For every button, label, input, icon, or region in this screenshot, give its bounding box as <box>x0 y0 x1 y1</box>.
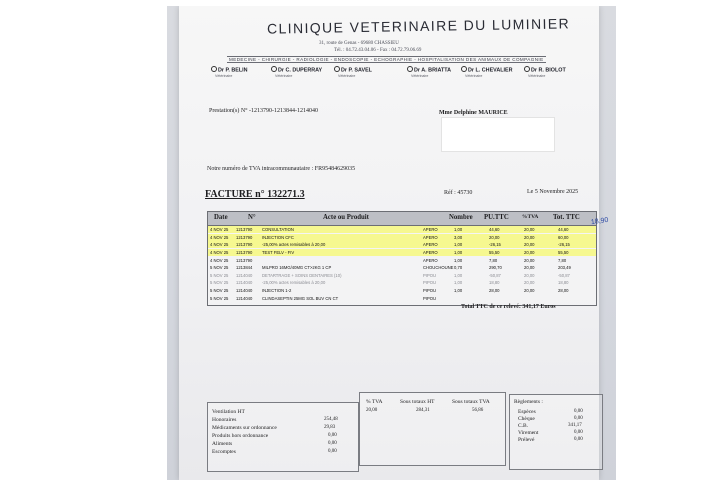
table-row <box>208 241 596 248</box>
cell-animal: APERO <box>423 234 438 240</box>
cell-tot: 203,49 <box>558 265 571 271</box>
cell-num: 1213790 <box>236 242 253 248</box>
vet-name: Dr A. BRIATTA <box>414 67 452 74</box>
vent-value-0: 254,48 <box>324 417 338 422</box>
invoice-ref: Réf : 45730 <box>444 190 473 196</box>
vet-title: Vétérinaire <box>275 73 293 78</box>
vet-4 <box>407 66 463 78</box>
cell-tva: 20,00 <box>524 272 535 278</box>
prestation-numbers: Prestation(s) N° -1213790-1213844-1214040 <box>209 108 319 114</box>
cell-tva: 20,00 <box>524 265 535 271</box>
invoice-sheet <box>179 6 609 480</box>
vet-title: Vétérinaire <box>465 73 483 78</box>
tva-number: Notre numéro de TVA intracommunautaire : FR95484629035 <box>207 166 356 172</box>
cell-acte: CLINDASEPTIN 25MG SOL BUV CN CT <box>262 295 339 301</box>
clinic-name: CLINIQUE VETERINAIRE DU LUMINIER <box>266 15 571 37</box>
cell-tva: 20,00 <box>524 287 535 293</box>
table-row <box>208 234 596 241</box>
cell-acte: -25,00% actes remisables à 20,00 <box>262 242 326 248</box>
vent-label-1: Médicaments sur ordonnance <box>212 425 277 431</box>
vet-2 <box>271 66 327 78</box>
invoice-title: FACTURE n° 132271.3 <box>205 189 305 200</box>
vet-name: Dr L. CHEVALIER <box>468 67 513 74</box>
cell-pu: -50,87 <box>489 272 501 278</box>
vent-label-2: Produits hors ordonnance <box>212 433 269 439</box>
table-row <box>208 272 596 279</box>
invoice-photo <box>167 6 616 480</box>
cell-nombre: 3,00 <box>454 234 463 240</box>
vet-title: Vétérinaire <box>338 73 356 78</box>
cell-num: 1213790 <box>236 234 253 240</box>
cell-tot: 28,00 <box>558 287 569 293</box>
header-total: Tot. TTC <box>553 214 580 221</box>
tva-summary-box <box>359 392 506 466</box>
tva-head-0: % TVA <box>366 399 383 405</box>
checkbox-icon <box>334 66 340 72</box>
cell-acte: -25,00% actes remisables à 20,00 <box>262 280 326 286</box>
ventilation-title: Ventilation HT <box>212 409 245 415</box>
cell-pu: 18,80 <box>489 280 500 286</box>
redacted-address <box>441 117 555 152</box>
cell-num: 1214040 <box>236 287 253 293</box>
cell-tot: 55,50 <box>558 249 569 255</box>
cell-tva: 20,00 <box>524 227 535 233</box>
checkbox-icon <box>461 66 467 72</box>
tva-head-2: Sous totaux TVA <box>452 399 490 405</box>
reg-value-3: 0,00 <box>574 430 583 435</box>
vet-title: Vétérinaire <box>411 73 429 78</box>
reg-value-4: 0,00 <box>574 437 583 442</box>
vet-3 <box>334 66 390 78</box>
cell-num: 1214040 <box>236 272 253 278</box>
cell-tva: 20,00 <box>524 257 535 263</box>
cell-acte: INJECTION 1-2 <box>262 287 292 293</box>
reg-label-1: Chèque <box>518 416 535 422</box>
tva-rate: 20,00 <box>366 408 378 413</box>
reg-value-2: 341,17 <box>568 423 582 428</box>
table-header <box>208 212 596 226</box>
cell-date: 4 NOV 25 <box>210 249 229 255</box>
vent-label-3: Aliments <box>212 441 233 447</box>
vet-title: Vétérinaire <box>528 73 546 78</box>
cell-nombre: 1,00 <box>454 287 463 293</box>
cell-animal: APERO <box>423 257 438 263</box>
checkbox-icon <box>211 66 217 72</box>
cell-tva: 20,00 <box>524 249 535 255</box>
reg-value-0: 0,00 <box>574 409 583 414</box>
cell-tot: 44,60 <box>558 227 569 233</box>
vet-name: Dr R. BIOLOT <box>531 67 566 74</box>
header-acte: Acte ou Produit <box>323 214 369 221</box>
vent-value-4: 0,00 <box>328 449 337 454</box>
cell-tot: 60,00 <box>558 234 569 240</box>
cell-animal: APERO <box>423 249 438 255</box>
cell-animal: APERO <box>423 227 438 233</box>
header-date: Date <box>214 214 228 221</box>
cell-acte: INJECTION CFC <box>262 234 294 240</box>
vet-name: Dr P. BELIN <box>218 67 248 74</box>
cell-num: 1214040 <box>236 280 253 286</box>
vet-title: Vétérinaire <box>215 73 233 78</box>
vet-5 <box>461 66 517 78</box>
table-row <box>208 226 596 233</box>
table-row <box>208 294 596 301</box>
clinic-services: MEDECINE - CHIRURGIE - RADIOLOGIE - ENDOSCOPIE - ECHOGRAPHIE - HOSPITALISATION DES ANIMAUX DE COMPAGNIE <box>229 57 544 62</box>
cell-pu: 20,00 <box>489 234 500 240</box>
cell-num: 1214040 <box>236 295 253 301</box>
cell-pu: 44,60 <box>489 227 500 233</box>
cell-num: 1213844 <box>236 265 253 271</box>
cell-nombre: 1,00 <box>454 227 463 233</box>
cell-nombre: 1,00 <box>454 242 463 248</box>
client-name: Mme Delphine MAURICE <box>439 110 508 116</box>
cell-animal: PIPOU <box>423 272 437 278</box>
reg-label-2: C.B. <box>518 423 529 429</box>
cell-date: 4 NOV 25 <box>210 234 229 240</box>
cell-date: 4 NOV 25 <box>210 242 229 248</box>
vet-name: Dr C. DUPERRAY <box>278 67 323 74</box>
cell-nombre: 1,00 <box>454 272 463 278</box>
table-row <box>208 256 596 263</box>
cell-acte: DETARTRAGE + SOINS DENTAIRES (10) <box>262 272 342 278</box>
cell-nombre: 0,70 <box>454 265 463 271</box>
cell-pu: 7,80 <box>489 257 498 263</box>
cell-acte: TEST FELV - FIV <box>262 249 295 255</box>
cell-num: 1213790 <box>236 249 253 255</box>
cell-animal: PIPOU <box>423 280 437 286</box>
tva-head-1: Sous totaux HT <box>400 399 435 405</box>
tva-ht: 284,31 <box>416 408 430 413</box>
checkbox-icon <box>524 66 530 72</box>
table-row <box>208 287 596 294</box>
vet-1 <box>211 66 267 78</box>
vent-value-2: 0,00 <box>328 433 337 438</box>
cell-tot: 18,80 <box>558 280 569 286</box>
reg-label-3: Virement <box>518 430 539 436</box>
header-tva: %TVA <box>522 214 539 220</box>
cell-date: 5 NOV 25 <box>210 272 229 278</box>
invoice-total: Total TTC de ce relevé: 341,17 Euros <box>461 304 556 310</box>
checkbox-icon <box>407 66 413 72</box>
handwritten-note: 18,90 <box>590 216 609 227</box>
cell-tot: -50,87 <box>558 272 570 278</box>
cell-nombre: 1,00 <box>454 280 463 286</box>
checkbox-icon <box>271 66 277 72</box>
table-row <box>208 279 596 286</box>
vent-value-3: 0,00 <box>328 441 337 446</box>
cell-pu: 28,00 <box>489 287 500 293</box>
cell-tot: -26,15 <box>558 242 570 248</box>
cell-pu: 55,50 <box>489 249 500 255</box>
invoice-date: Le 5 Novembre 2025 <box>527 189 579 195</box>
cell-pu: 290,70 <box>489 265 502 271</box>
header-nombre: Nombre <box>449 214 473 221</box>
vet-name: Dr P. SAVEL <box>341 67 372 74</box>
invoice-table <box>207 211 597 306</box>
cell-date: 5 NOV 25 <box>210 265 229 271</box>
reg-label-0: Espèces <box>518 409 536 415</box>
header-pu: PU.TTC <box>484 214 509 221</box>
reg-value-1: 0,00 <box>574 416 583 421</box>
clinic-address: 31, route de Genas - 69680 CHASSIEU <box>319 41 399 46</box>
cell-num: 1213790 <box>236 257 253 263</box>
clinic-phone: Tél. : 04.72.43.04.06 - Fax : 04.72.79.06.69 <box>334 48 422 53</box>
vent-value-1: 29,83 <box>324 425 336 430</box>
vent-label-0: Honoraires <box>212 417 237 423</box>
cell-date: 5 NOV 25 <box>210 287 229 293</box>
header-num: N° <box>248 214 256 221</box>
reg-label-4: Prélevé <box>518 437 535 443</box>
cell-animal: PIPOU <box>423 287 437 293</box>
cell-date: 5 NOV 25 <box>210 295 229 301</box>
cell-animal: APERO <box>423 242 438 248</box>
cell-nombre: 1,00 <box>454 257 463 263</box>
reglements-title: Règlements : <box>514 399 543 405</box>
cell-tva: 20,00 <box>524 242 535 248</box>
vet-6 <box>524 66 580 78</box>
cell-pu: -26,15 <box>489 242 501 248</box>
cell-date: 5 NOV 25 <box>210 280 229 286</box>
cell-date: 4 NOV 25 <box>210 227 229 233</box>
cell-acte: CONSULTATION <box>262 227 294 233</box>
cell-animal: PIPOU <box>423 295 437 301</box>
cell-tva: 20,00 <box>524 234 535 240</box>
vent-label-4: Escomptes <box>212 449 236 455</box>
cell-num: 1213790 <box>236 227 253 233</box>
tva-amount: 56,86 <box>472 408 484 413</box>
table-row <box>208 249 596 256</box>
cell-tva: 20,00 <box>524 280 535 286</box>
ventilation-box <box>207 402 359 472</box>
cell-animal: CHOUCHOUNE <box>423 265 454 271</box>
cell-acte: MILPRO 16MG/40MG CT>2KG 1 CP <box>262 265 332 271</box>
table-row <box>208 264 596 271</box>
cell-date: 4 NOV 25 <box>210 257 229 263</box>
cell-nombre: 1,00 <box>454 249 463 255</box>
reglements-box <box>509 394 603 470</box>
cell-tot: 7,80 <box>558 257 567 263</box>
